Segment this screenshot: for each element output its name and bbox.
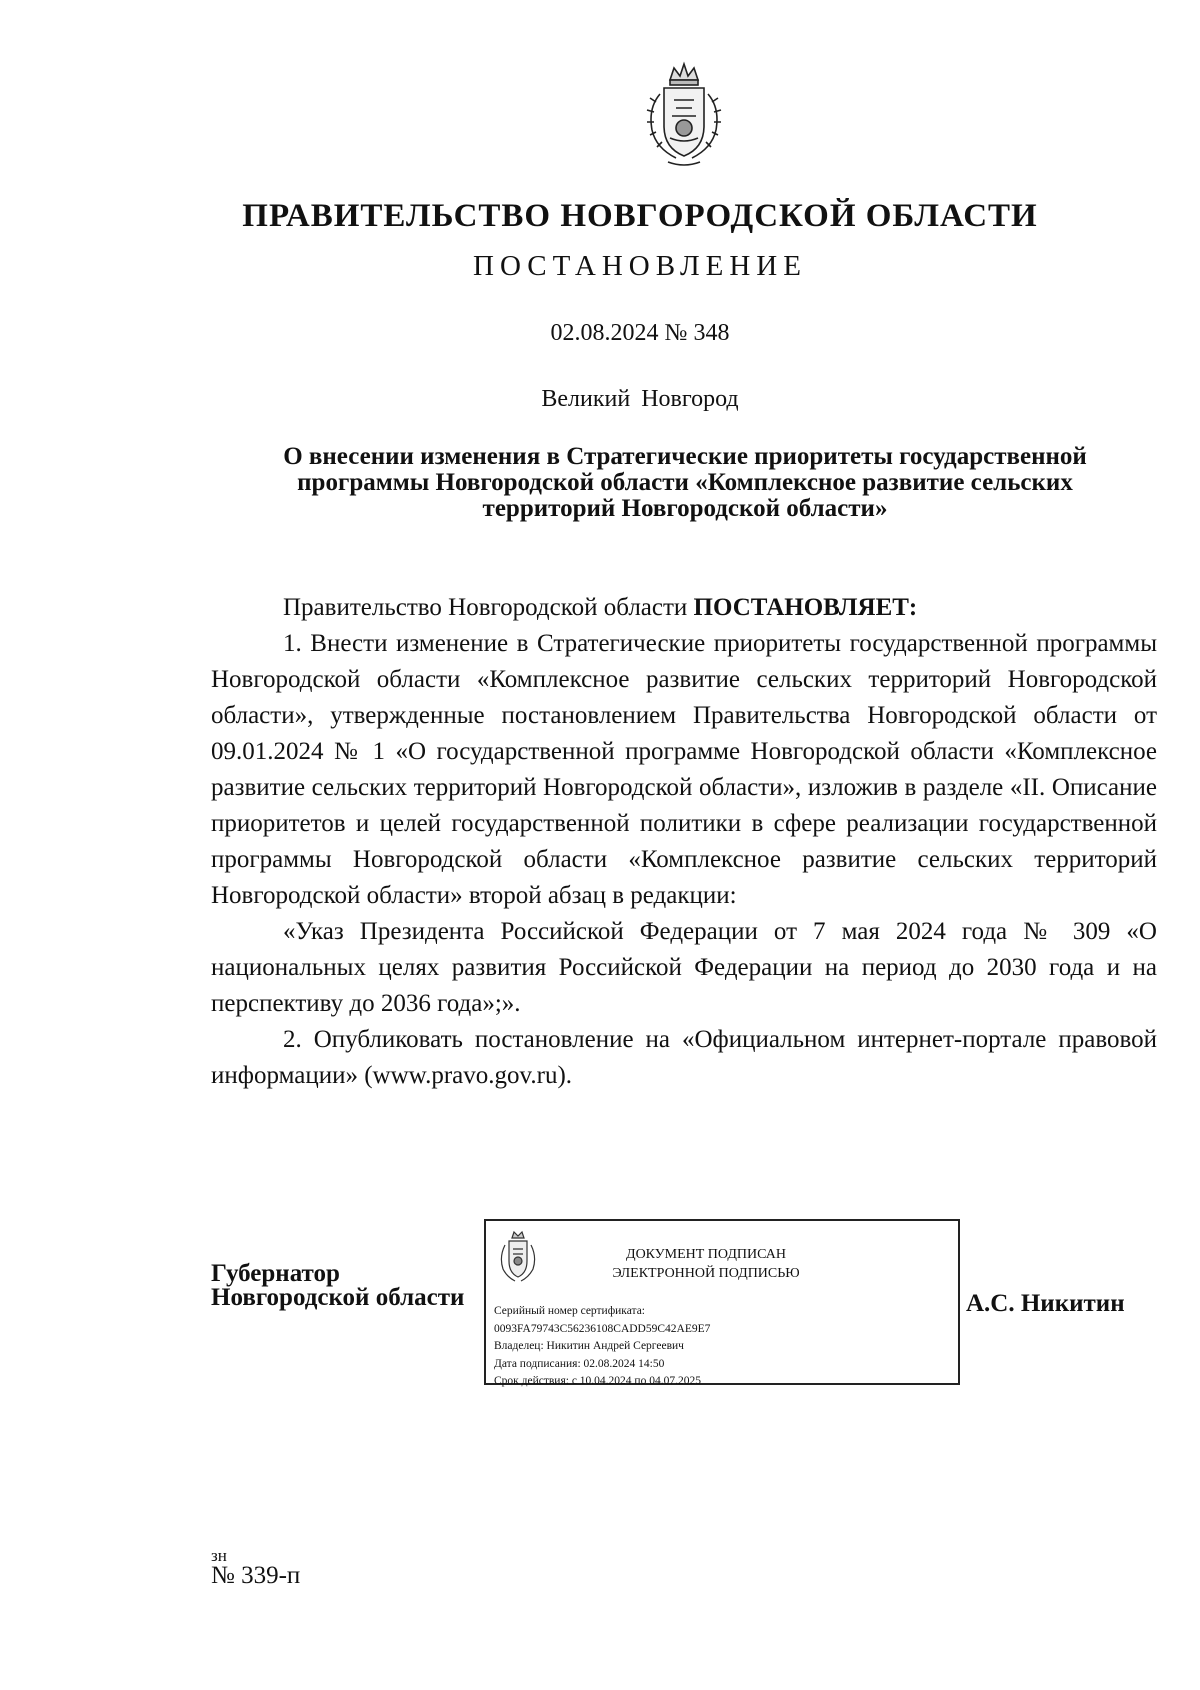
signatory-title-line: Новгородской области xyxy=(211,1284,465,1311)
electronic-signature-stamp xyxy=(484,1219,960,1385)
certificate-label: Серийный номер сертификата: xyxy=(494,1305,645,1317)
signatory-title xyxy=(211,1262,464,1310)
document-date-number: 02.08.2024 № 348 xyxy=(550,320,730,346)
validity-period: Срок действия: с 10.04.2024 по 04.07.2025 xyxy=(494,1375,701,1387)
org-title: ПРАВИТЕЛЬСТВО НОВГОРОДСКОЙ ОБЛАСТИ xyxy=(242,198,1038,234)
subject-line: программы Новгородской области «Комплексное развитие сельских xyxy=(297,469,1073,496)
document-subject xyxy=(205,444,1165,522)
signatory-name: А.С. Никитин xyxy=(966,1290,1125,1317)
item-2: 2. Опубликовать постановление на «Официальном интернет-портале правовой информации» (www.pravo.gov.ru). xyxy=(211,1026,1157,1089)
item-1-quote: «Указ Президента Российской Федерации от 7 мая 2024 года № 309 «О национальных целях развития Российской Федерации на период до 2030 года и на перспективу до 2036 года»;». xyxy=(211,918,1157,1017)
item-1: 1. Внести изменение в Стратегические приоритеты государственной программы Новгородской области «Комплексное развитие сельских территорий Новгородской области», утвержденные постановлением Правительства Новгородской области от 09.01.2024 № 1 «О государственной программе Новгородской области «Комплексное развитие сельских территорий Новгородской области», изложив в разделе «II. Описание приоритетов и целей государственной политики в сфере реализации государственной программы Новгородской области «Комплексное развитие сельских территорий Новгородской области» второй абзац в редакции: xyxy=(211,630,1157,909)
stamp-heading-line: ЭЛЕКТРОННОЙ ПОДПИСЬЮ xyxy=(612,1266,800,1281)
resolution-intro xyxy=(211,590,1157,626)
stamp-details xyxy=(494,1303,954,1391)
stamp-heading-line: ДОКУМЕНТ ПОДПИСАН xyxy=(626,1247,786,1262)
document-footer xyxy=(211,1548,300,1588)
subject-line: О внесении изменения в Стратегические приоритеты государственной xyxy=(283,443,1087,470)
stamp-heading xyxy=(556,1245,856,1283)
intro-text: Правительство Новгородской области xyxy=(283,594,694,621)
registration-number: № 339-п xyxy=(211,1562,301,1589)
signatory-title-line: Губернатор xyxy=(211,1260,340,1287)
document-city: Великий Новгород xyxy=(541,386,739,412)
signing-date: Дата подписания: 02.08.2024 14:50 xyxy=(494,1357,665,1370)
executor-initials: зн xyxy=(211,1546,227,1565)
document-body xyxy=(211,590,1157,1094)
certificate-number: 0093FA79743C56236108CADD59C42AE9E7 xyxy=(494,1322,711,1335)
certificate-owner: Владелец: Никитин Андрей Сергеевич xyxy=(494,1340,684,1352)
intro-resolves: ПОСТАНОВЛЯЕТ: xyxy=(693,594,918,621)
coat-of-arms-icon xyxy=(495,1229,541,1285)
subject-line: территорий Новгородской области» xyxy=(482,495,888,522)
coat-of-arms-icon xyxy=(636,58,732,170)
document-type: ПОСТАНОВЛЕНИЕ xyxy=(473,250,807,282)
